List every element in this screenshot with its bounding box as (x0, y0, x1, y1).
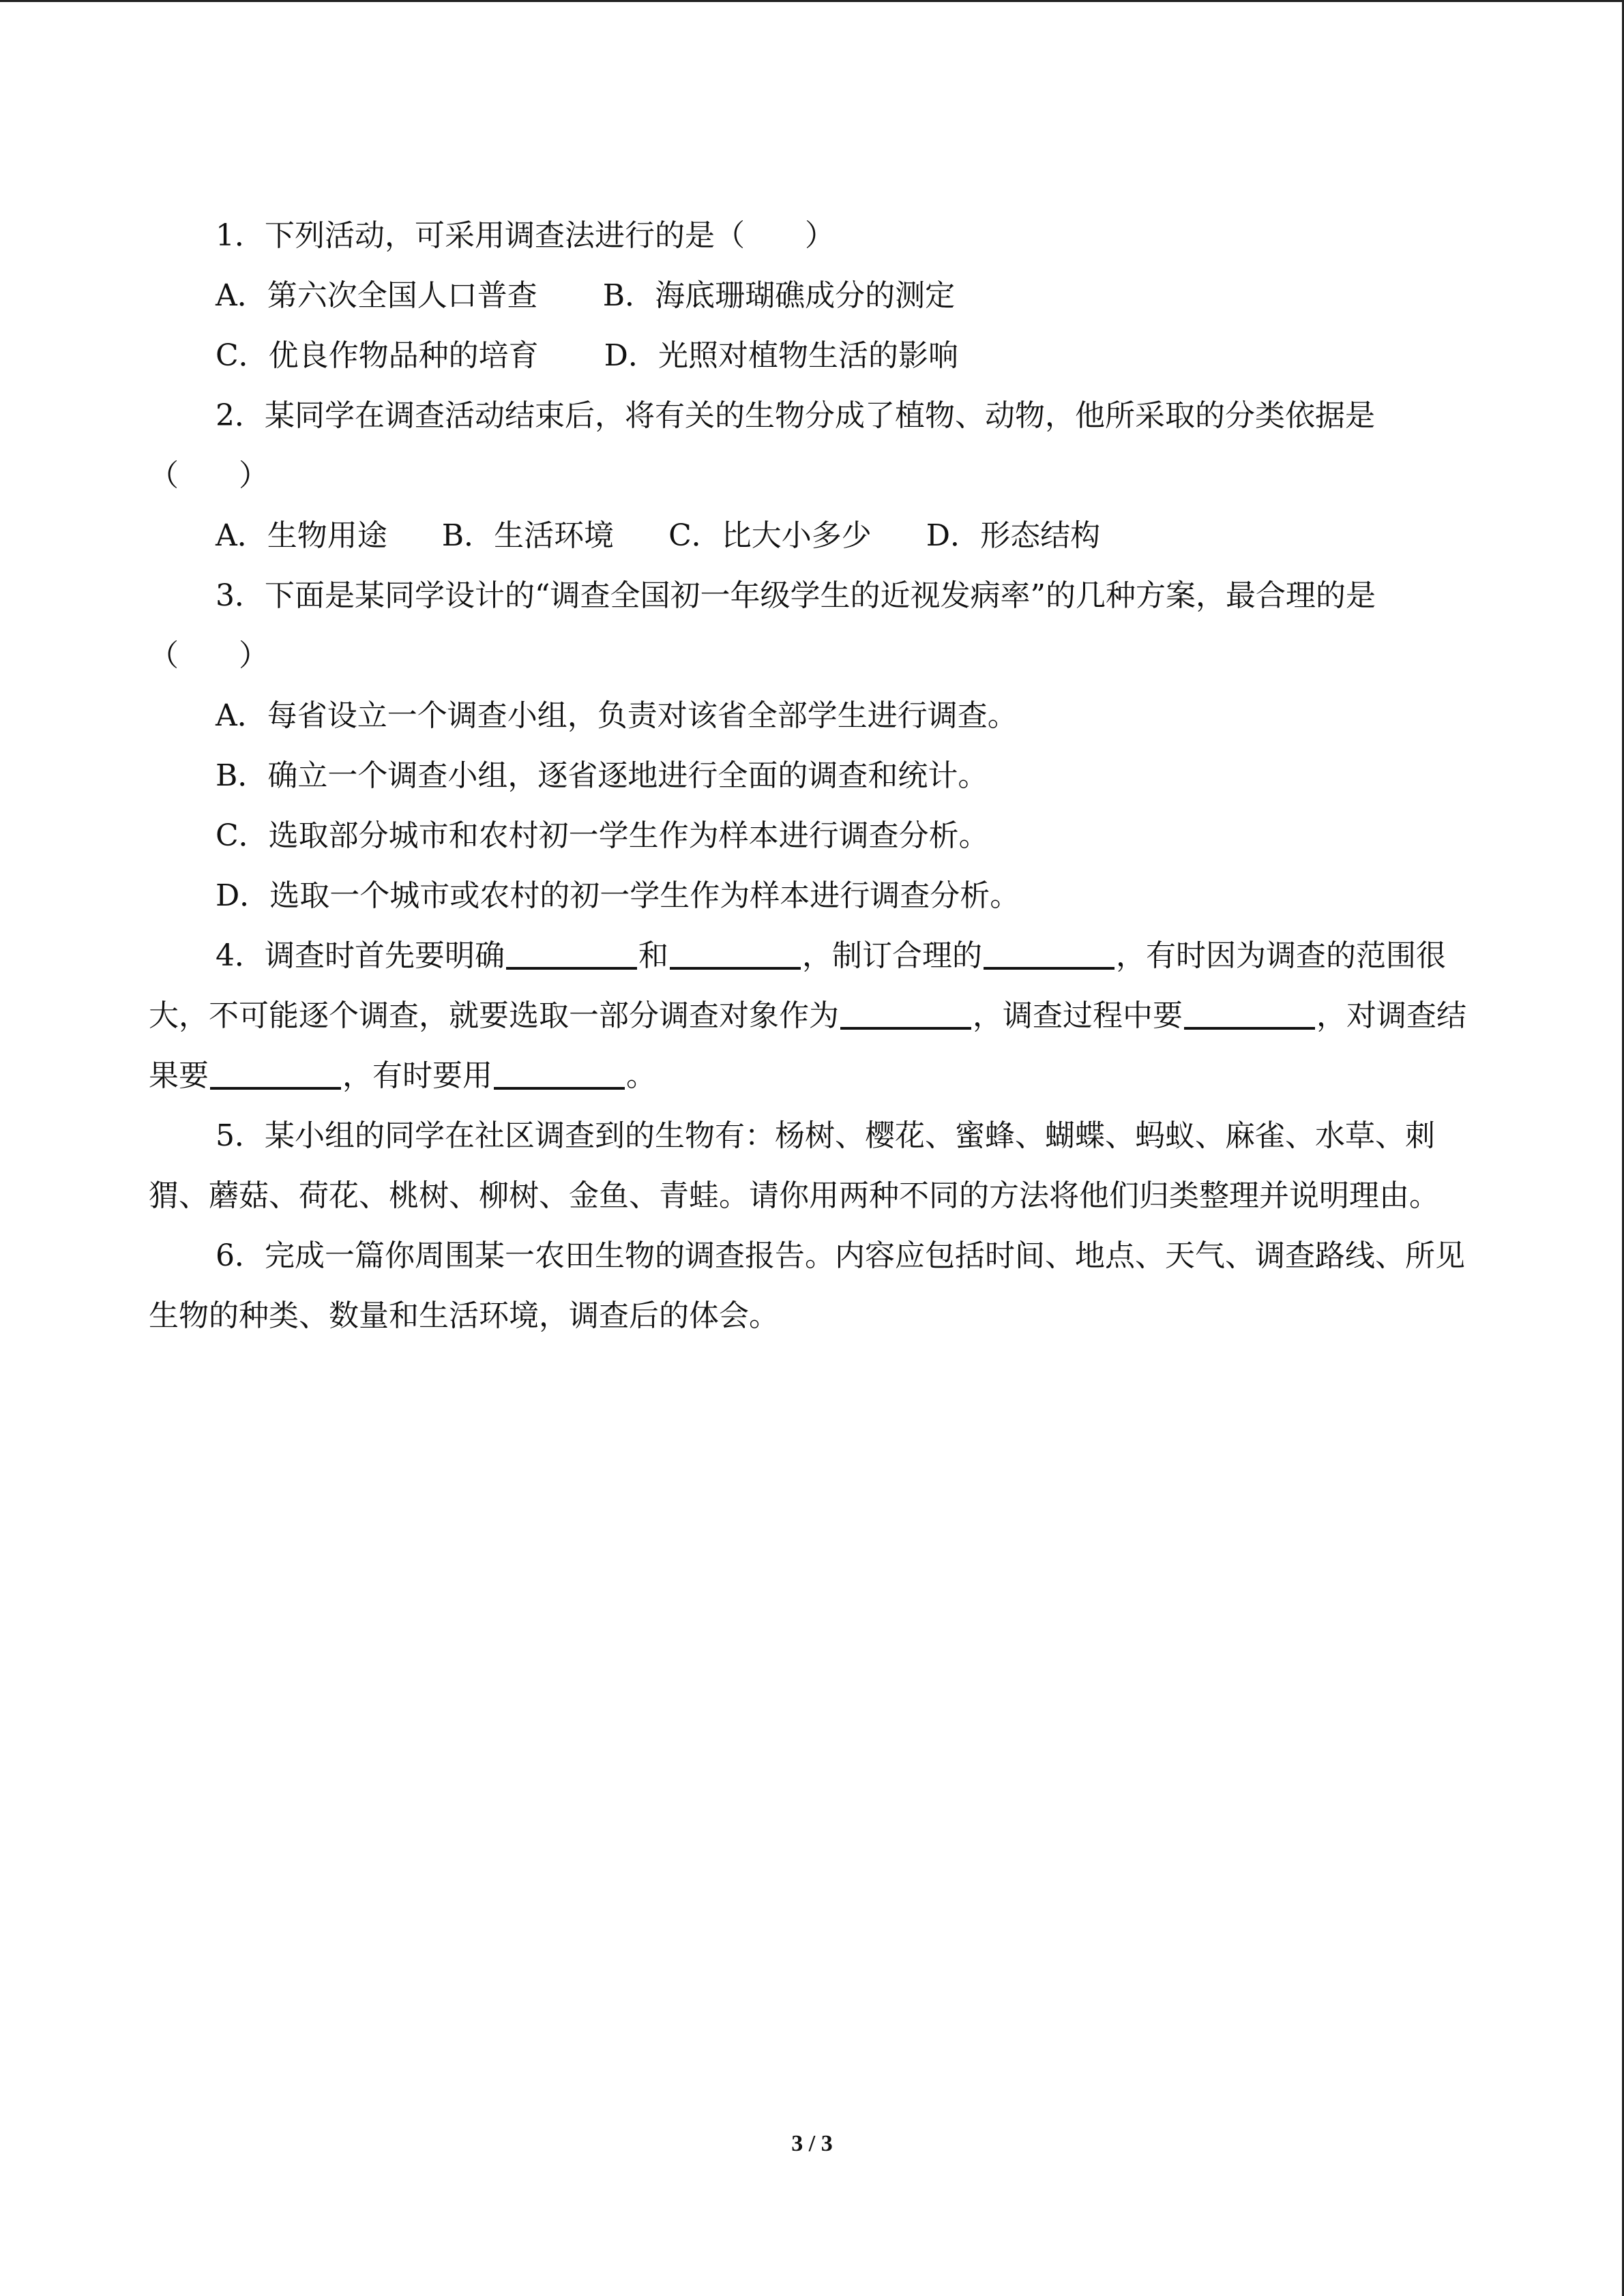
question-3-stem: 3．下面是某同学设计的“调查全国初一年级学生的近视发病率”的几种方案，最合理的是（ ） (149, 578, 1376, 673)
question-4-stem (149, 926, 1479, 1106)
question-5-text: 5．某小组的同学在社区调查到的生物有：杨树、樱花、蜜蜂、蝴蝶、蚂蚁、麻雀、水草、刺猬、蘑菇、荷花、桃树、柳树、金鱼、青蛙。请你用两种不同的方法将他们归类整理并说明理由。 (149, 1118, 1439, 1213)
question-1-option-b: B．海底珊瑚礁成分的测定 (602, 278, 956, 313)
question-2-option-d: D．形态结构 (926, 518, 1101, 553)
question-2-option-b: B．生活环境 (441, 518, 615, 553)
question-4-text-3: ，制订合理的 (802, 938, 982, 973)
question-3-option-b: B．确立一个调查小组，逐省逐地进行全面的调查和统计。 (216, 758, 988, 793)
answer-blank-4[interactable] (840, 997, 971, 1030)
question-1-option-d: D．光照对植物生活的影响 (604, 338, 958, 373)
question-2-option-c: C．比大小多少 (668, 518, 872, 553)
question-2-options-row (149, 506, 1479, 566)
question-1-stem: 1．下列活动，可采用调查法进行的是（ ） (216, 218, 835, 253)
answer-blank-2[interactable] (670, 937, 801, 970)
question-4-text-2: 和 (638, 938, 668, 973)
question-4-text-7: ，有时要用 (342, 1058, 492, 1093)
question-4-text-4: ，有时因为调查的范围很大，不可能逐个调查，就要选取一部分调查对象作为 (149, 938, 1446, 1033)
answer-blank-1[interactable] (506, 937, 637, 970)
question-4-text-1: 4．调查时首先要明确 (216, 938, 505, 973)
question-1-options-row-2 (149, 326, 1479, 386)
question-4-text-5: ，调查过程中要 (973, 998, 1183, 1033)
question-6-text: 6．完成一篇你周围某一农田生物的调查报告。内容应包括时间、地点、天气、调查路线、所见生物的种类、数量和生活环境，调查后的体会。 (149, 1238, 1465, 1333)
question-1-option-a: A．第六次全国人口普查 (216, 278, 537, 313)
answer-blank-3[interactable] (984, 937, 1114, 970)
document-body (149, 206, 1479, 1346)
answer-blank-5[interactable] (1184, 997, 1315, 1030)
answer-blank-6[interactable] (210, 1057, 341, 1090)
question-1-option-c: C．优良作物品种的培育 (216, 338, 539, 373)
question-2-option-a: A．生物用途 (216, 518, 387, 553)
question-3-option-d: D．选取一个城市或农村的初一学生作为样本进行调查分析。 (216, 878, 1020, 913)
question-3-option-a: A．每省设立一个调查小组，负责对该省全部学生进行调查。 (216, 698, 1018, 733)
question-3-option-c: C．选取部分城市和农村初一学生作为样本进行调查分析。 (216, 818, 989, 853)
answer-blank-7[interactable] (494, 1057, 625, 1090)
page-number: 3 / 3 (791, 2131, 833, 2156)
question-1-options-row-1 (149, 266, 1479, 326)
question-2-stem: 2．某同学在调查活动结束后，将有关的生物分成了植物、动物，他所采取的分类依据是（ ） (149, 398, 1375, 493)
question-4-text-8: 。 (626, 1058, 656, 1093)
question-4-text-6: ，对调查结果要 (149, 998, 1466, 1093)
